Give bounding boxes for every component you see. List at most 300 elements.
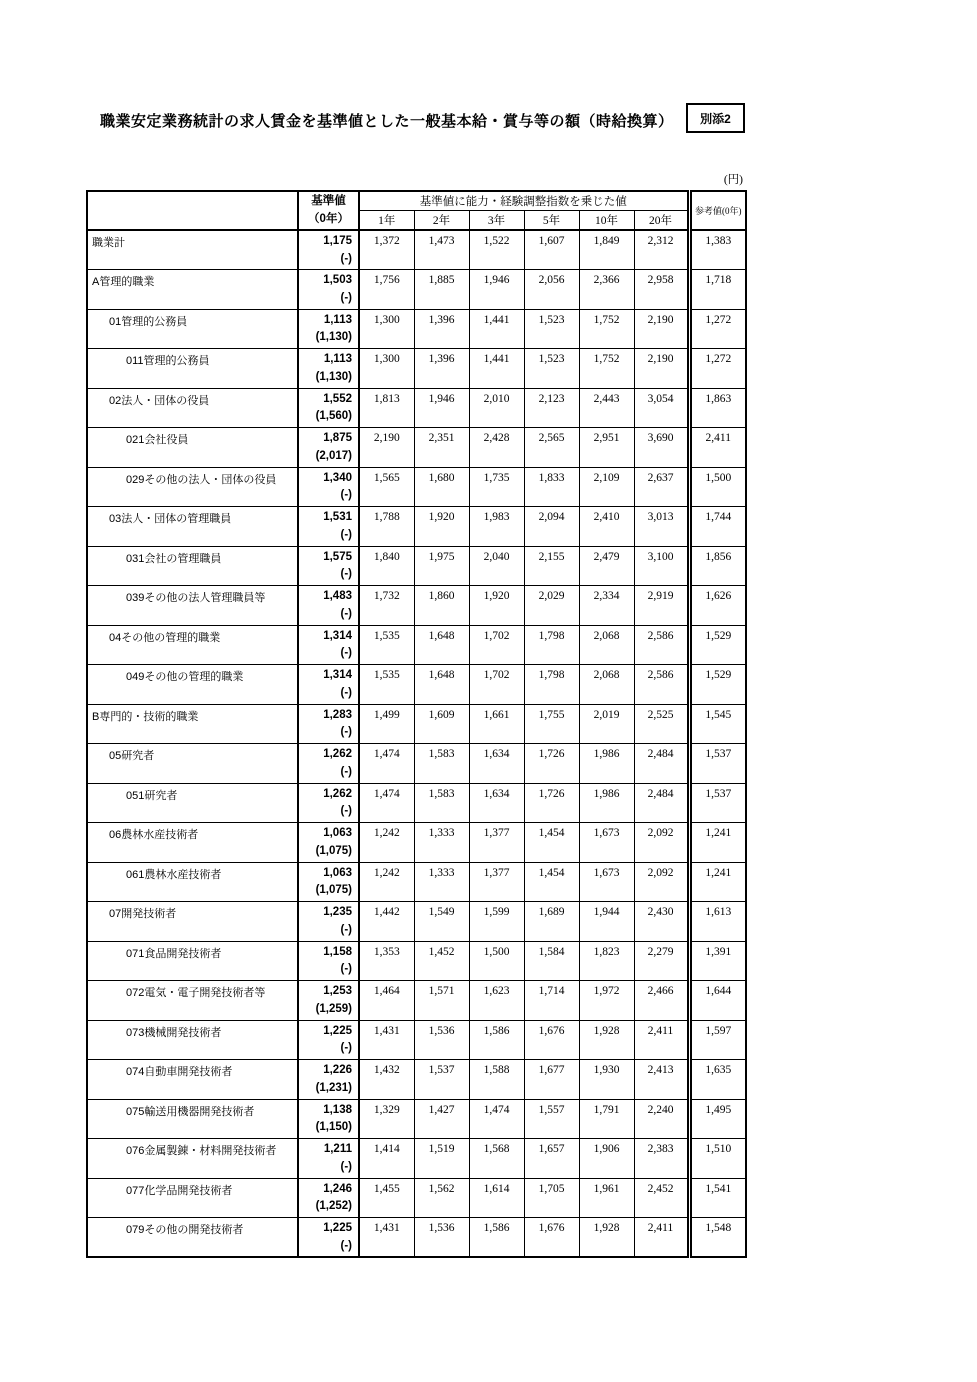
value-10yr: 1,928 — [579, 1218, 634, 1258]
value-5yr: 1,798 — [524, 625, 579, 665]
value-5yr: 1,523 — [524, 309, 579, 349]
base-paren-value: (1,259) — [315, 1002, 352, 1015]
base-paren-value: (-) — [340, 805, 352, 818]
value-20yr: 2,452 — [634, 1178, 689, 1218]
value-20yr: 2,586 — [634, 665, 689, 705]
value-10yr: 1,944 — [579, 902, 634, 942]
value-2yr: 1,680 — [414, 467, 469, 507]
wage-table-container — [86, 190, 747, 1258]
header-year-0: 1年 — [359, 211, 414, 231]
base-value-cell — [298, 1060, 359, 1100]
value-20yr: 3,690 — [634, 428, 689, 468]
value-20yr: 2,411 — [634, 1218, 689, 1258]
value-1yr: 1,442 — [359, 902, 414, 942]
attachment-badge — [686, 103, 745, 133]
value-20yr: 2,383 — [634, 1139, 689, 1179]
base-value-cell — [298, 783, 359, 823]
value-3yr: 1,441 — [469, 349, 524, 389]
value-2yr: 1,571 — [414, 981, 469, 1021]
value-3yr: 1,474 — [469, 1099, 524, 1139]
wage-table — [86, 190, 747, 1258]
reference-value: 1,597 — [689, 1020, 746, 1060]
reference-value: 1,391 — [689, 941, 746, 981]
value-5yr: 1,676 — [524, 1218, 579, 1258]
base-value: 1,503 — [323, 274, 352, 286]
value-5yr: 1,454 — [524, 862, 579, 902]
header-year-4: 10年 — [579, 211, 634, 231]
value-10yr: 1,823 — [579, 941, 634, 981]
reference-value: 1,383 — [689, 230, 746, 270]
value-2yr: 1,396 — [414, 349, 469, 389]
base-paren-value: (1,231) — [315, 1081, 352, 1094]
value-2yr: 1,519 — [414, 1139, 469, 1179]
occupation-label: B専門的・技術的職業 — [87, 704, 298, 744]
value-2yr: 1,609 — [414, 704, 469, 744]
header-base-value — [298, 191, 359, 230]
occupation-label: 011管理的公務員 — [87, 349, 298, 389]
table-body — [87, 230, 746, 1257]
value-3yr: 2,040 — [469, 546, 524, 586]
value-3yr: 1,946 — [469, 270, 524, 310]
base-paren-value: (-) — [340, 686, 352, 699]
base-value-cell — [298, 902, 359, 942]
header-year-2: 3年 — [469, 211, 524, 231]
value-20yr: 2,413 — [634, 1060, 689, 1100]
value-5yr: 1,454 — [524, 823, 579, 863]
value-5yr: 1,755 — [524, 704, 579, 744]
page-title: 職業安定業務統計の求人賃金を基準値とした一般基本給・賞与等の額（時給換算） — [100, 113, 674, 130]
value-1yr: 1,756 — [359, 270, 414, 310]
value-3yr: 1,614 — [469, 1178, 524, 1218]
value-20yr: 2,190 — [634, 309, 689, 349]
value-3yr: 1,377 — [469, 823, 524, 863]
occupation-label: 077化学品開発技術者 — [87, 1178, 298, 1218]
value-10yr: 1,752 — [579, 309, 634, 349]
value-3yr: 2,428 — [469, 428, 524, 468]
base-paren-value: (-) — [340, 291, 352, 304]
occupation-label: A管理的職業 — [87, 270, 298, 310]
value-3yr: 1,500 — [469, 941, 524, 981]
value-3yr: 1,599 — [469, 902, 524, 942]
reference-value: 1,548 — [689, 1218, 746, 1258]
reference-value: 1,744 — [689, 507, 746, 547]
value-20yr: 2,411 — [634, 1020, 689, 1060]
occupation-label: 029その他の法人・団体の役員 — [87, 467, 298, 507]
table-row — [87, 586, 746, 626]
base-value: 1,138 — [323, 1103, 352, 1116]
value-1yr: 1,432 — [359, 1060, 414, 1100]
base-value-cell — [298, 507, 359, 547]
table-row — [87, 941, 746, 981]
attachment-badge-label: 別添2 — [700, 111, 731, 126]
base-paren-value: (-) — [340, 489, 352, 502]
table-row — [87, 1178, 746, 1218]
value-5yr: 1,677 — [524, 1060, 579, 1100]
base-paren-value: (-) — [340, 607, 352, 620]
value-20yr: 2,240 — [634, 1099, 689, 1139]
table-row — [87, 1139, 746, 1179]
reference-value: 1,718 — [689, 270, 746, 310]
value-5yr: 1,557 — [524, 1099, 579, 1139]
reference-value: 1,537 — [689, 744, 746, 784]
reference-value: 1,241 — [689, 823, 746, 863]
value-3yr: 1,441 — [469, 309, 524, 349]
table-row — [87, 625, 746, 665]
reference-value: 1,500 — [689, 467, 746, 507]
value-5yr: 1,676 — [524, 1020, 579, 1060]
occupation-label: 02法人・団体の役員 — [87, 388, 298, 428]
reference-value: 1,856 — [689, 546, 746, 586]
value-10yr: 1,928 — [579, 1020, 634, 1060]
occupation-label: 031会社の管理職員 — [87, 546, 298, 586]
value-2yr: 1,860 — [414, 586, 469, 626]
occupation-label: 051研究者 — [87, 783, 298, 823]
reference-value: 1,863 — [689, 388, 746, 428]
base-value: 1,262 — [323, 787, 352, 800]
value-10yr: 1,849 — [579, 230, 634, 270]
value-1yr: 1,414 — [359, 1139, 414, 1179]
value-1yr: 1,431 — [359, 1020, 414, 1060]
occupation-label: 01管理的公務員 — [87, 309, 298, 349]
header-reference-value: 参考値(0年) — [689, 191, 746, 230]
value-1yr: 1,535 — [359, 625, 414, 665]
table-row — [87, 665, 746, 705]
base-paren-value: (1,075) — [315, 884, 352, 897]
value-2yr: 1,549 — [414, 902, 469, 942]
value-1yr: 2,190 — [359, 428, 414, 468]
value-5yr: 2,094 — [524, 507, 579, 547]
reference-value: 1,537 — [689, 783, 746, 823]
occupation-label: 06農林水産技術者 — [87, 823, 298, 863]
value-3yr: 1,735 — [469, 467, 524, 507]
value-3yr: 1,623 — [469, 981, 524, 1021]
reference-value: 1,529 — [689, 665, 746, 705]
value-20yr: 2,484 — [634, 744, 689, 784]
reference-value: 1,529 — [689, 625, 746, 665]
header-corner-cell — [87, 191, 298, 230]
base-paren-value: (-) — [340, 923, 352, 936]
value-2yr: 1,396 — [414, 309, 469, 349]
value-3yr: 1,377 — [469, 862, 524, 902]
value-5yr: 1,657 — [524, 1139, 579, 1179]
base-value: 1,262 — [323, 748, 352, 760]
value-20yr: 2,312 — [634, 230, 689, 270]
reference-value: 1,635 — [689, 1060, 746, 1100]
reference-value: 1,272 — [689, 349, 746, 389]
value-3yr: 2,010 — [469, 388, 524, 428]
value-2yr: 2,351 — [414, 428, 469, 468]
value-5yr: 2,029 — [524, 586, 579, 626]
reference-value: 1,241 — [689, 862, 746, 902]
table-row — [87, 507, 746, 547]
value-20yr: 2,919 — [634, 586, 689, 626]
value-5yr: 2,056 — [524, 270, 579, 310]
occupation-label: 061農林水産技術者 — [87, 862, 298, 902]
value-10yr: 1,906 — [579, 1139, 634, 1179]
base-value: 1,283 — [323, 708, 352, 721]
base-value-cell — [298, 823, 359, 863]
reference-value: 1,613 — [689, 902, 746, 942]
value-20yr: 2,430 — [634, 902, 689, 942]
value-20yr: 2,466 — [634, 981, 689, 1021]
base-value: 1,235 — [323, 906, 352, 918]
value-2yr: 1,946 — [414, 388, 469, 428]
reference-value: 1,626 — [689, 586, 746, 626]
base-value: 1,063 — [323, 866, 352, 879]
value-5yr: 1,584 — [524, 941, 579, 981]
base-paren-value: (-) — [340, 647, 352, 660]
base-value-cell — [298, 941, 359, 981]
table-row — [87, 230, 746, 270]
value-2yr: 1,648 — [414, 665, 469, 705]
value-10yr: 2,334 — [579, 586, 634, 626]
value-2yr: 1,562 — [414, 1178, 469, 1218]
value-5yr: 1,714 — [524, 981, 579, 1021]
value-10yr: 2,443 — [579, 388, 634, 428]
value-5yr: 2,123 — [524, 388, 579, 428]
value-2yr: 1,975 — [414, 546, 469, 586]
occupation-label: 072電気・電子開発技術者等 — [87, 981, 298, 1021]
value-20yr: 2,279 — [634, 941, 689, 981]
value-5yr: 2,155 — [524, 546, 579, 586]
base-value: 1,575 — [323, 550, 352, 563]
value-20yr: 2,637 — [634, 467, 689, 507]
value-10yr: 2,479 — [579, 546, 634, 586]
value-3yr: 1,586 — [469, 1020, 524, 1060]
value-2yr: 1,885 — [414, 270, 469, 310]
unit-label: (円) — [723, 174, 743, 186]
base-paren-value: (-) — [340, 765, 352, 778]
reference-value: 1,510 — [689, 1139, 746, 1179]
value-1yr: 1,431 — [359, 1218, 414, 1258]
value-10yr: 1,930 — [579, 1060, 634, 1100]
value-10yr: 2,068 — [579, 625, 634, 665]
reference-value: 1,541 — [689, 1178, 746, 1218]
table-row — [87, 546, 746, 586]
value-10yr: 2,366 — [579, 270, 634, 310]
base-paren-value: (-) — [340, 252, 352, 265]
value-2yr: 1,583 — [414, 783, 469, 823]
base-value: 1,314 — [323, 669, 352, 681]
occupation-label: 03法人・団体の管理職員 — [87, 507, 298, 547]
value-1yr: 1,499 — [359, 704, 414, 744]
base-paren-value: (-) — [340, 1042, 352, 1055]
base-paren-value: (1,130) — [315, 331, 352, 344]
value-2yr: 1,648 — [414, 625, 469, 665]
base-value-cell — [298, 704, 359, 744]
value-1yr: 1,455 — [359, 1178, 414, 1218]
value-20yr: 2,484 — [634, 783, 689, 823]
base-value-cell — [298, 625, 359, 665]
value-10yr: 1,961 — [579, 1178, 634, 1218]
value-10yr: 2,410 — [579, 507, 634, 547]
value-10yr: 2,019 — [579, 704, 634, 744]
occupation-label: 074自動車開発技術者 — [87, 1060, 298, 1100]
base-paren-value: (-) — [340, 963, 352, 976]
base-value-cell — [298, 1020, 359, 1060]
value-20yr: 2,525 — [634, 704, 689, 744]
base-value: 1,211 — [323, 1143, 352, 1155]
base-paren-value: (1,150) — [315, 1121, 352, 1134]
base-value-cell — [298, 349, 359, 389]
table-row — [87, 349, 746, 389]
base-value-cell — [298, 1178, 359, 1218]
value-1yr: 1,535 — [359, 665, 414, 705]
base-value-cell — [298, 665, 359, 705]
table-row — [87, 981, 746, 1021]
value-2yr: 1,537 — [414, 1060, 469, 1100]
reference-value: 1,545 — [689, 704, 746, 744]
value-3yr: 1,568 — [469, 1139, 524, 1179]
table-row — [87, 1218, 746, 1258]
value-1yr: 1,372 — [359, 230, 414, 270]
value-2yr: 1,333 — [414, 823, 469, 863]
value-2yr: 1,452 — [414, 941, 469, 981]
base-value-cell — [298, 586, 359, 626]
table-row — [87, 823, 746, 863]
base-value-cell — [298, 981, 359, 1021]
header-adjusted-span: 基準値に能力・経験調整指数を乗じた値 — [359, 191, 689, 211]
value-1yr: 1,788 — [359, 507, 414, 547]
table-header — [87, 191, 746, 230]
table-row — [87, 744, 746, 784]
base-value: 1,063 — [323, 827, 352, 839]
value-5yr: 1,726 — [524, 744, 579, 784]
value-1yr: 1,300 — [359, 309, 414, 349]
value-2yr: 1,583 — [414, 744, 469, 784]
value-5yr: 1,726 — [524, 783, 579, 823]
base-value: 1,531 — [323, 511, 352, 523]
value-3yr: 1,586 — [469, 1218, 524, 1258]
value-5yr: 2,565 — [524, 428, 579, 468]
occupation-label: 049その他の管理的職業 — [87, 665, 298, 705]
table-row — [87, 1060, 746, 1100]
value-1yr: 1,242 — [359, 823, 414, 863]
base-paren-value: (-) — [340, 1160, 352, 1173]
value-3yr: 1,983 — [469, 507, 524, 547]
value-1yr: 1,474 — [359, 744, 414, 784]
header-year-5: 20年 — [634, 211, 689, 231]
base-paren-value: (-) — [340, 726, 352, 739]
value-1yr: 1,840 — [359, 546, 414, 586]
value-5yr: 1,833 — [524, 467, 579, 507]
value-20yr: 3,054 — [634, 388, 689, 428]
reference-value: 1,644 — [689, 981, 746, 1021]
value-3yr: 1,588 — [469, 1060, 524, 1100]
value-2yr: 1,333 — [414, 862, 469, 902]
value-5yr: 1,705 — [524, 1178, 579, 1218]
table-row — [87, 467, 746, 507]
base-value-cell — [298, 388, 359, 428]
occupation-label: 04その他の管理的職業 — [87, 625, 298, 665]
value-3yr: 1,634 — [469, 744, 524, 784]
base-value: 1,552 — [323, 392, 352, 405]
base-value: 1,483 — [323, 590, 352, 602]
base-paren-value: (-) — [340, 1239, 352, 1252]
value-20yr: 2,586 — [634, 625, 689, 665]
reference-value: 2,411 — [689, 428, 746, 468]
base-value: 1,875 — [323, 432, 352, 444]
header-base-label: 基準値 — [311, 194, 346, 207]
occupation-label: 073機械開発技術者 — [87, 1020, 298, 1060]
base-value: 1,314 — [323, 629, 352, 642]
value-10yr: 1,986 — [579, 744, 634, 784]
base-value-cell — [298, 1139, 359, 1179]
value-20yr: 2,092 — [634, 862, 689, 902]
table-row — [87, 1020, 746, 1060]
value-1yr: 1,732 — [359, 586, 414, 626]
value-1yr: 1,300 — [359, 349, 414, 389]
value-3yr: 1,661 — [469, 704, 524, 744]
table-row — [87, 704, 746, 744]
base-value-cell — [298, 1218, 359, 1258]
occupation-label: 075輸送用機器開発技術者 — [87, 1099, 298, 1139]
table-row — [87, 862, 746, 902]
table-row — [87, 902, 746, 942]
value-1yr: 1,813 — [359, 388, 414, 428]
value-1yr: 1,353 — [359, 941, 414, 981]
value-3yr: 1,634 — [469, 783, 524, 823]
value-5yr: 1,689 — [524, 902, 579, 942]
base-value: 1,340 — [323, 471, 352, 484]
table-row — [87, 388, 746, 428]
value-10yr: 2,068 — [579, 665, 634, 705]
base-value: 1,253 — [323, 985, 352, 997]
value-10yr: 1,673 — [579, 823, 634, 863]
value-5yr: 1,798 — [524, 665, 579, 705]
occupation-label: 071食品開発技術者 — [87, 941, 298, 981]
value-20yr: 2,092 — [634, 823, 689, 863]
value-10yr: 1,986 — [579, 783, 634, 823]
value-10yr: 2,109 — [579, 467, 634, 507]
occupation-label: 039その他の法人管理職員等 — [87, 586, 298, 626]
base-value-cell — [298, 309, 359, 349]
reference-value: 1,495 — [689, 1099, 746, 1139]
value-3yr: 1,522 — [469, 230, 524, 270]
value-10yr: 1,673 — [579, 862, 634, 902]
value-2yr: 1,427 — [414, 1099, 469, 1139]
occupation-label: 07開発技術者 — [87, 902, 298, 942]
base-paren-value: (1,560) — [315, 410, 352, 423]
base-paren-value: (-) — [340, 528, 352, 541]
value-3yr: 1,920 — [469, 586, 524, 626]
value-1yr: 1,329 — [359, 1099, 414, 1139]
base-value: 1,113 — [323, 353, 352, 365]
base-value-cell — [298, 428, 359, 468]
value-2yr: 1,536 — [414, 1020, 469, 1060]
value-3yr: 1,702 — [469, 665, 524, 705]
base-value-cell — [298, 270, 359, 310]
value-20yr: 3,013 — [634, 507, 689, 547]
value-20yr: 2,190 — [634, 349, 689, 389]
value-1yr: 1,474 — [359, 783, 414, 823]
table-row — [87, 428, 746, 468]
base-value: 1,226 — [323, 1064, 352, 1076]
value-20yr: 2,958 — [634, 270, 689, 310]
base-paren-value: (1,252) — [315, 1200, 352, 1213]
base-paren-value: (-) — [340, 568, 352, 581]
value-1yr: 1,565 — [359, 467, 414, 507]
table-row — [87, 783, 746, 823]
occupation-label: 079その他の開発技術者 — [87, 1218, 298, 1258]
base-value-cell — [298, 862, 359, 902]
base-value-cell — [298, 1099, 359, 1139]
value-10yr: 1,791 — [579, 1099, 634, 1139]
value-1yr: 1,242 — [359, 862, 414, 902]
base-paren-value: (2,017) — [315, 449, 352, 462]
value-10yr: 1,752 — [579, 349, 634, 389]
value-2yr: 1,473 — [414, 230, 469, 270]
